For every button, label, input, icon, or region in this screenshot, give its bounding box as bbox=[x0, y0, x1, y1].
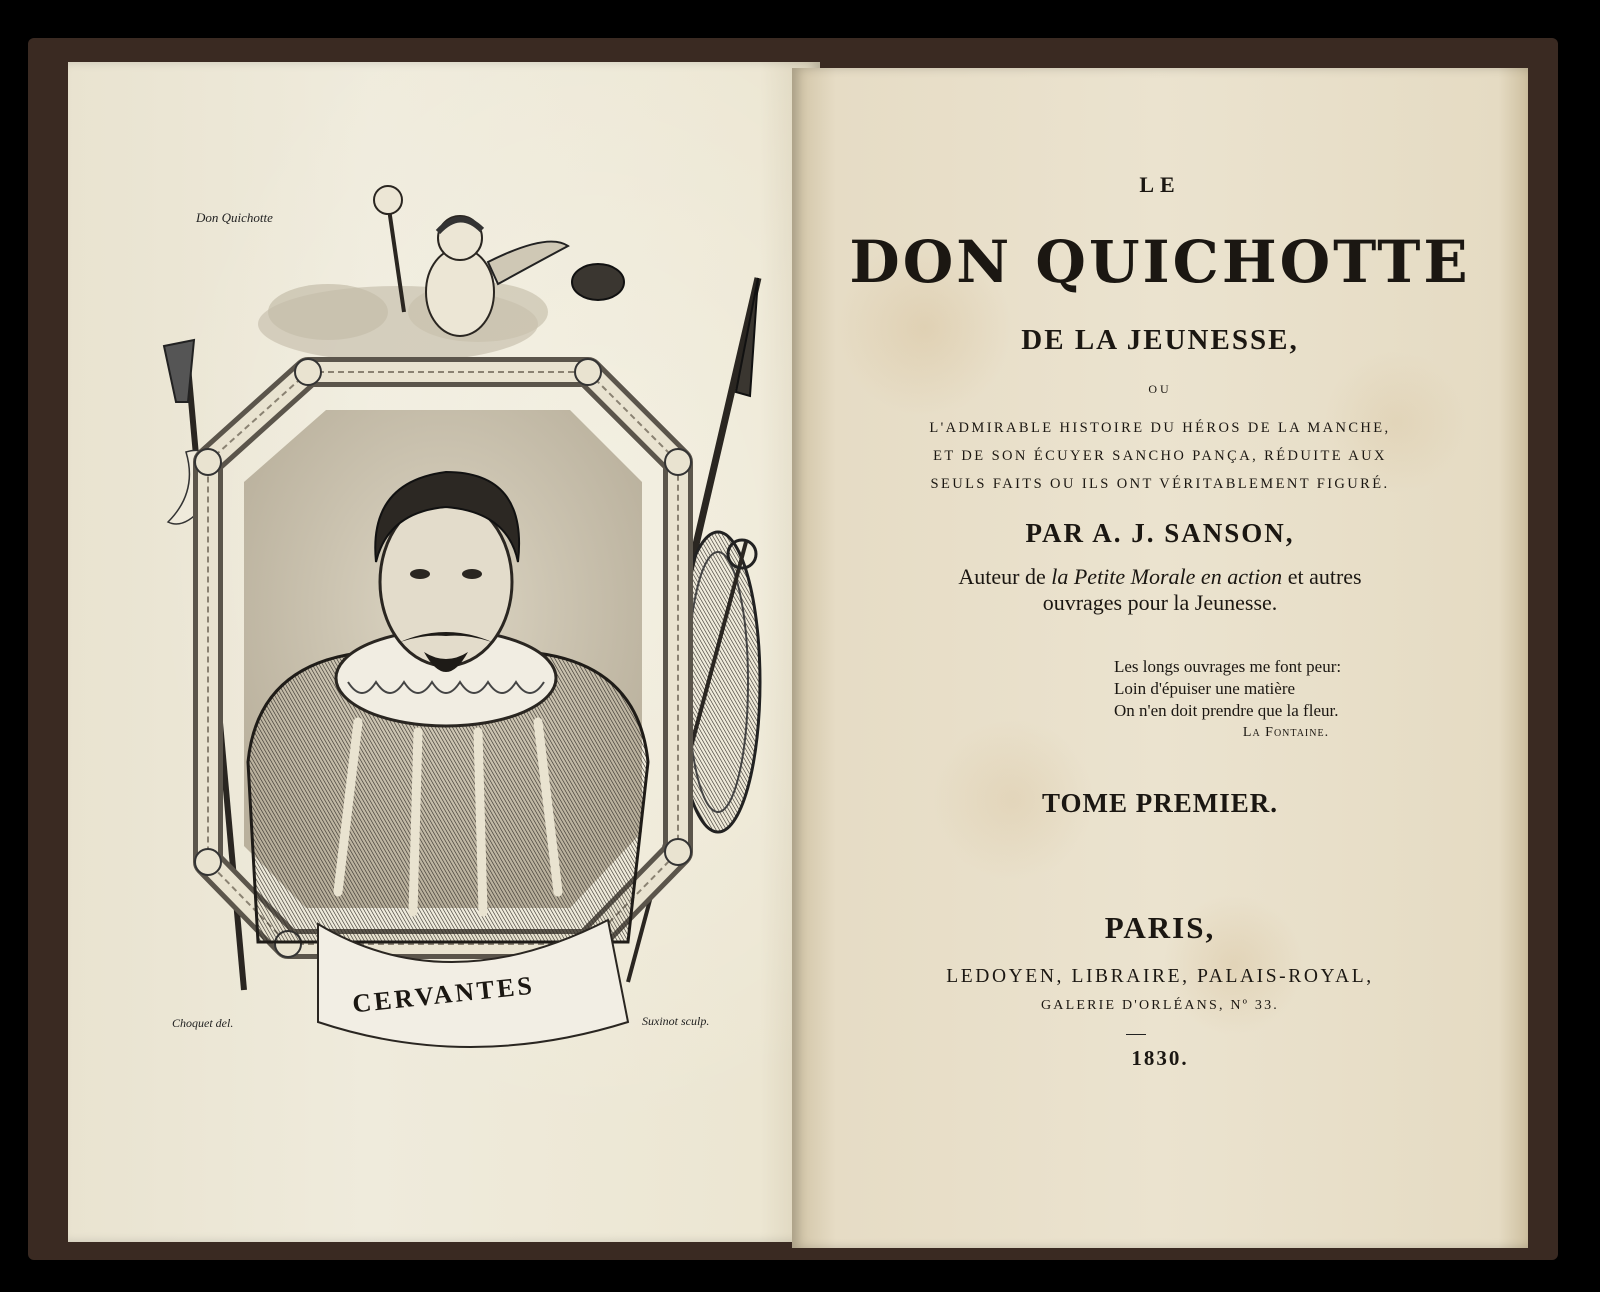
description-line-3: SEULS FAITS OU ILS ONT VÉRITABLEMENT FIGURÉ. bbox=[930, 476, 1390, 492]
book-title: DON QUICHOTTE bbox=[849, 228, 1471, 296]
epigraph bbox=[1114, 656, 1341, 744]
author-line: PAR A. J. SANSON, bbox=[1025, 518, 1295, 548]
epigraph-line-3: On n'en doit prendre que la fleur. bbox=[1114, 701, 1339, 720]
publisher-address: GALERIE D'ORLÉANS, Nº 33. bbox=[1040, 998, 1280, 1013]
volume-label: TOME PREMIER. bbox=[1041, 788, 1278, 818]
auteur-line-2: ouvrages pour la Jeunesse. bbox=[1042, 590, 1278, 615]
title-page bbox=[792, 68, 1528, 1248]
description-line-1: L'ADMIRABLE HISTOIRE DU HÉROS DE LA MANCHE, bbox=[929, 420, 1391, 436]
title-le: LE bbox=[1139, 172, 1181, 197]
auteur-pre: Auteur de bbox=[958, 564, 1046, 589]
auteur-post: et autres bbox=[1287, 564, 1362, 589]
divider-rule bbox=[1126, 1034, 1146, 1035]
description bbox=[792, 414, 1528, 498]
epigraph-author: La Fontaine. bbox=[1242, 725, 1330, 740]
book-subtitle: DE LA JEUNESSE, bbox=[1021, 324, 1299, 356]
open-book bbox=[28, 38, 1558, 1260]
description-line-2: ET DE SON ÉCUYER SANCHO PANÇA, RÉDUITE AUX bbox=[933, 448, 1387, 464]
conjunction-ou: OU bbox=[1148, 382, 1172, 396]
credit-right: Suxinot sculp. bbox=[642, 1014, 710, 1028]
publisher: LEDOYEN, LIBRAIRE, PALAIS-ROYAL, bbox=[946, 966, 1374, 987]
credit-left: Choquet del. bbox=[172, 1016, 234, 1030]
frontispiece-page bbox=[68, 62, 820, 1242]
caption-don-quichotte: Don Quichotte bbox=[196, 210, 273, 225]
auteur-work: la Petite Morale en action bbox=[1051, 564, 1283, 589]
portrait-engraving bbox=[68, 62, 820, 1242]
banner-text: CERVANTES bbox=[350, 970, 537, 1019]
imprint-city: PARIS, bbox=[1104, 910, 1216, 945]
epigraph-line-2: Loin d'épuiser une matière bbox=[1114, 679, 1296, 698]
epigraph-line-1: Les longs ouvrages me font peur: bbox=[1114, 657, 1342, 676]
author-credits bbox=[792, 564, 1528, 616]
publication-year: 1830. bbox=[1131, 1046, 1189, 1070]
